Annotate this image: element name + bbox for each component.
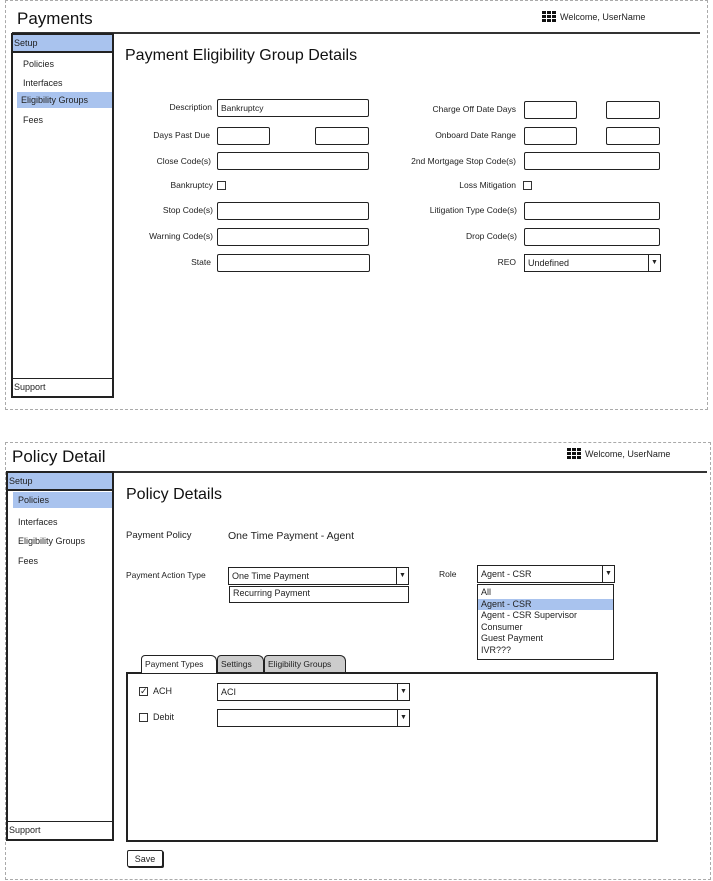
chevron-down-icon[interactable]: ▼ — [397, 710, 409, 726]
chevron-down-icon[interactable]: ▼ — [602, 566, 614, 582]
description-input[interactable]: Bankruptcy — [217, 99, 369, 117]
onboard-label: Onboard Date Range — [435, 130, 516, 140]
ach-checkbox[interactable]: ✓ — [140, 686, 148, 696]
litigation-label: Litigation Type Code(s) — [429, 205, 517, 215]
tab-settings[interactable]: Settings — [217, 655, 264, 672]
sidebar-item-policies[interactable]: Policies — [23, 59, 55, 69]
description-label: Description — [169, 102, 212, 112]
sidebar-item-fees[interactable]: Fees — [18, 556, 39, 566]
loss-mitigation-label: Loss Mitigation — [459, 180, 516, 190]
sidebar-item-interfaces[interactable]: Interfaces — [18, 517, 58, 527]
welcome-area — [542, 11, 645, 22]
sidebar-item-eligibility-groups[interactable]: Eligibility Groups — [18, 536, 86, 546]
tab-eligibility-groups[interactable]: Eligibility Groups — [264, 655, 346, 672]
ach-value: ACI — [221, 687, 237, 697]
days-past-due-label: Days Past Due — [153, 130, 210, 140]
payment-policy-value: One Time Payment - Agent — [228, 530, 355, 542]
payment-action-type-label: Payment Action Type — [126, 570, 206, 580]
second-mortgage-label: 2nd Mortgage Stop Code(s) — [411, 156, 516, 166]
close-codes-label: Close Code(s) — [156, 156, 211, 166]
stop-codes-input[interactable] — [217, 202, 369, 220]
option-recurring-payment[interactable]: Recurring Payment — [233, 588, 311, 598]
header-divider — [12, 32, 700, 34]
reo-value: Undefined — [528, 258, 570, 268]
second-mortgage-input[interactable] — [524, 152, 660, 170]
role-option-selected[interactable]: Agent - CSR — [478, 599, 613, 611]
role-select[interactable] — [477, 565, 615, 583]
sidebar-support[interactable]: Support — [13, 378, 112, 396]
reo-label: REO — [497, 257, 516, 267]
debit-select[interactable] — [217, 709, 410, 727]
app-title: Payments — [17, 9, 93, 28]
tab-payment-types[interactable]: Payment Types — [141, 655, 217, 673]
bankruptcy-checkbox[interactable] — [217, 181, 226, 190]
warning-codes-input[interactable] — [217, 228, 369, 246]
drop-codes-label: Drop Code(s) — [465, 231, 517, 241]
charge-off-from-input[interactable] — [524, 101, 577, 119]
role-label: Role — [439, 569, 457, 579]
state-input[interactable] — [217, 254, 370, 272]
apps-grid-icon[interactable] — [542, 11, 556, 22]
role-option[interactable]: IVR??? — [481, 644, 512, 655]
chevron-down-icon[interactable]: ▼ — [396, 568, 408, 584]
page-title: Payment Eligibility Group Details — [125, 47, 358, 64]
sidebar-header-setup[interactable]: Setup — [13, 35, 112, 53]
sidebar-item-policies[interactable]: Policies — [13, 492, 112, 508]
chevron-down-icon[interactable]: ▼ — [397, 684, 409, 700]
apps-grid-icon[interactable] — [567, 448, 581, 459]
app-title: Policy Detail — [12, 447, 106, 466]
ach-label: ACH — [153, 686, 173, 696]
litigation-input[interactable] — [524, 202, 660, 220]
charge-off-to-input[interactable] — [606, 101, 660, 119]
payment-action-type-select[interactable] — [228, 567, 409, 585]
sidebar-item-eligibility-groups[interactable]: Eligibility Groups — [17, 92, 112, 108]
welcome-text[interactable]: Welcome, UserName — [560, 11, 646, 22]
sidebar-item-fees[interactable]: Fees — [23, 115, 44, 125]
welcome-area — [567, 448, 670, 459]
role-option[interactable]: Agent - CSR Supervisor — [481, 610, 578, 621]
chevron-down-icon[interactable]: ▼ — [648, 255, 660, 271]
ach-select[interactable] — [217, 683, 410, 701]
debit-checkbox[interactable] — [139, 713, 148, 722]
state-label: State — [191, 257, 211, 267]
sidebar — [11, 33, 114, 398]
onboard-to-input[interactable] — [606, 127, 660, 145]
onboard-from-input[interactable] — [524, 127, 577, 145]
save-button[interactable]: Save — [127, 850, 163, 867]
bankruptcy-label: Bankruptcy — [170, 180, 213, 190]
drop-codes-input[interactable] — [524, 228, 660, 246]
debit-label: Debit — [153, 712, 175, 722]
payment-action-type-value: One Time Payment — [232, 571, 310, 581]
sidebar-header-setup[interactable]: Setup — [8, 473, 112, 491]
warning-codes-label: Warning Code(s) — [149, 231, 213, 241]
sidebar — [6, 471, 114, 841]
page-title: Policy Details — [126, 486, 223, 503]
close-codes-input[interactable] — [217, 152, 369, 170]
sidebar-support[interactable]: Support — [8, 821, 112, 839]
welcome-text[interactable]: Welcome, UserName — [585, 448, 671, 459]
charge-off-label: Charge Off Date Days — [432, 104, 516, 114]
payment-action-type-options — [229, 586, 409, 603]
stop-codes-label: Stop Code(s) — [162, 205, 213, 215]
role-option[interactable]: Guest Payment — [481, 633, 544, 644]
loss-mitigation-checkbox[interactable] — [523, 181, 532, 190]
role-option[interactable]: Consumer — [481, 621, 523, 632]
reo-select[interactable] — [524, 254, 661, 272]
days-past-due-from-input[interactable] — [217, 127, 270, 145]
sidebar-item-interfaces[interactable]: Interfaces — [23, 78, 63, 88]
days-past-due-to-input[interactable] — [315, 127, 369, 145]
role-options — [477, 584, 614, 660]
payment-policy-label: Payment Policy — [126, 530, 192, 541]
role-option[interactable]: All — [481, 587, 492, 597]
role-value: Agent - CSR — [481, 569, 532, 579]
